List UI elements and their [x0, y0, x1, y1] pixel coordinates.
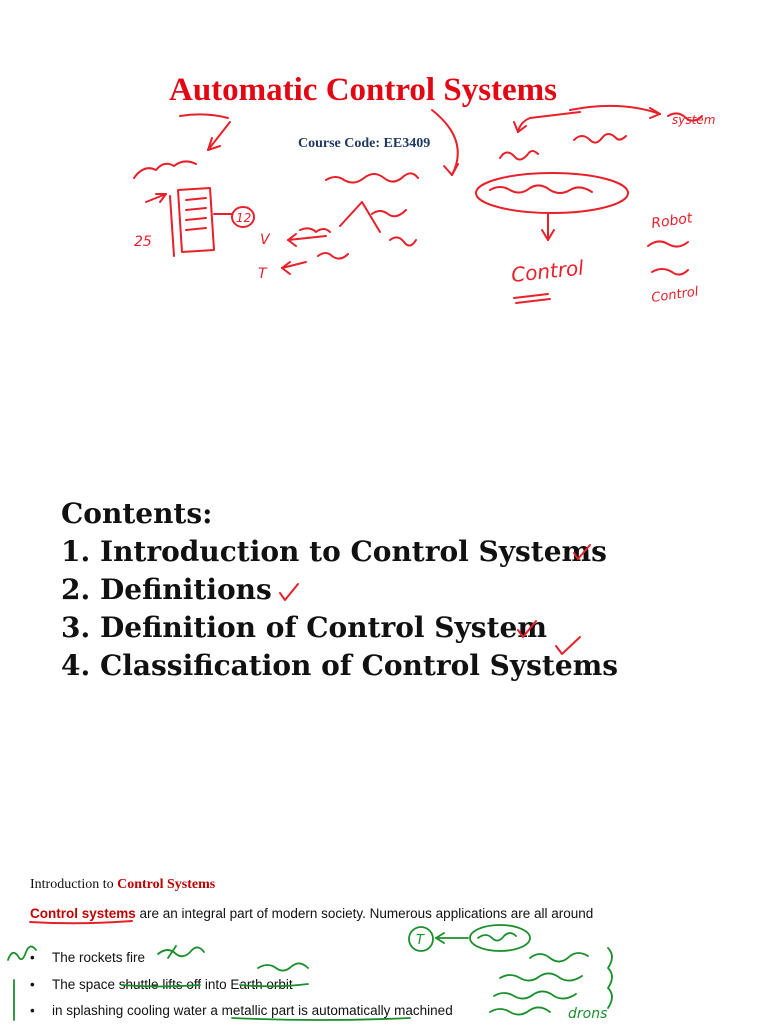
control-note: Control — [510, 255, 585, 287]
letter-v-note: V — [260, 232, 270, 248]
number-25-note: 25 — [134, 234, 152, 250]
drones-note: drons — [568, 1006, 608, 1022]
course-code: Course Code: EE3409 — [298, 136, 431, 151]
bullet-icon: • — [30, 1003, 35, 1018]
contents-item-4: 4. Classification of Control Systems — [61, 649, 619, 682]
list-item — [30, 950, 453, 977]
bullet-text: The space shuttle lifts off into Earth orbit — [52, 976, 293, 992]
number-12-note: 12 — [236, 211, 252, 225]
intro-bullet-list — [30, 950, 453, 1030]
contents-heading: Contents: — [61, 497, 213, 530]
robot-note: Robot — [650, 210, 694, 232]
bullet-icon: • — [30, 976, 35, 992]
bullet-icon: • — [30, 950, 35, 965]
slide-title: Automatic Control Systems — [168, 72, 558, 108]
contents-item-1: 1. Introduction to Control Systems — [61, 535, 607, 568]
list-item — [30, 1003, 453, 1030]
intro-para-accent: Control systems — [30, 906, 136, 921]
letter-t-note: T — [258, 266, 267, 282]
system-note: system — [672, 113, 716, 127]
intro-heading-accent: Control Systems — [117, 877, 216, 892]
t-letter-note: T — [416, 933, 424, 948]
intro-heading — [30, 877, 215, 893]
intro-paragraph — [30, 906, 593, 921]
intro-para-text: are an integral part of modern society. Numerous applications are all around — [135, 906, 594, 921]
contents-list — [61, 495, 618, 685]
bullet-text: in splashing cooling water a metallic part is automatically machined — [52, 1003, 453, 1018]
contents-item-2: 2. Definitions — [61, 573, 272, 606]
bullet-text: The rockets fire — [52, 950, 146, 965]
contents-item-3: 3. Definition of Control System — [61, 611, 547, 644]
intro-heading-prefix: Introduction to — [30, 877, 118, 892]
control-note-small: Control — [650, 284, 700, 306]
list-item — [30, 977, 453, 1004]
